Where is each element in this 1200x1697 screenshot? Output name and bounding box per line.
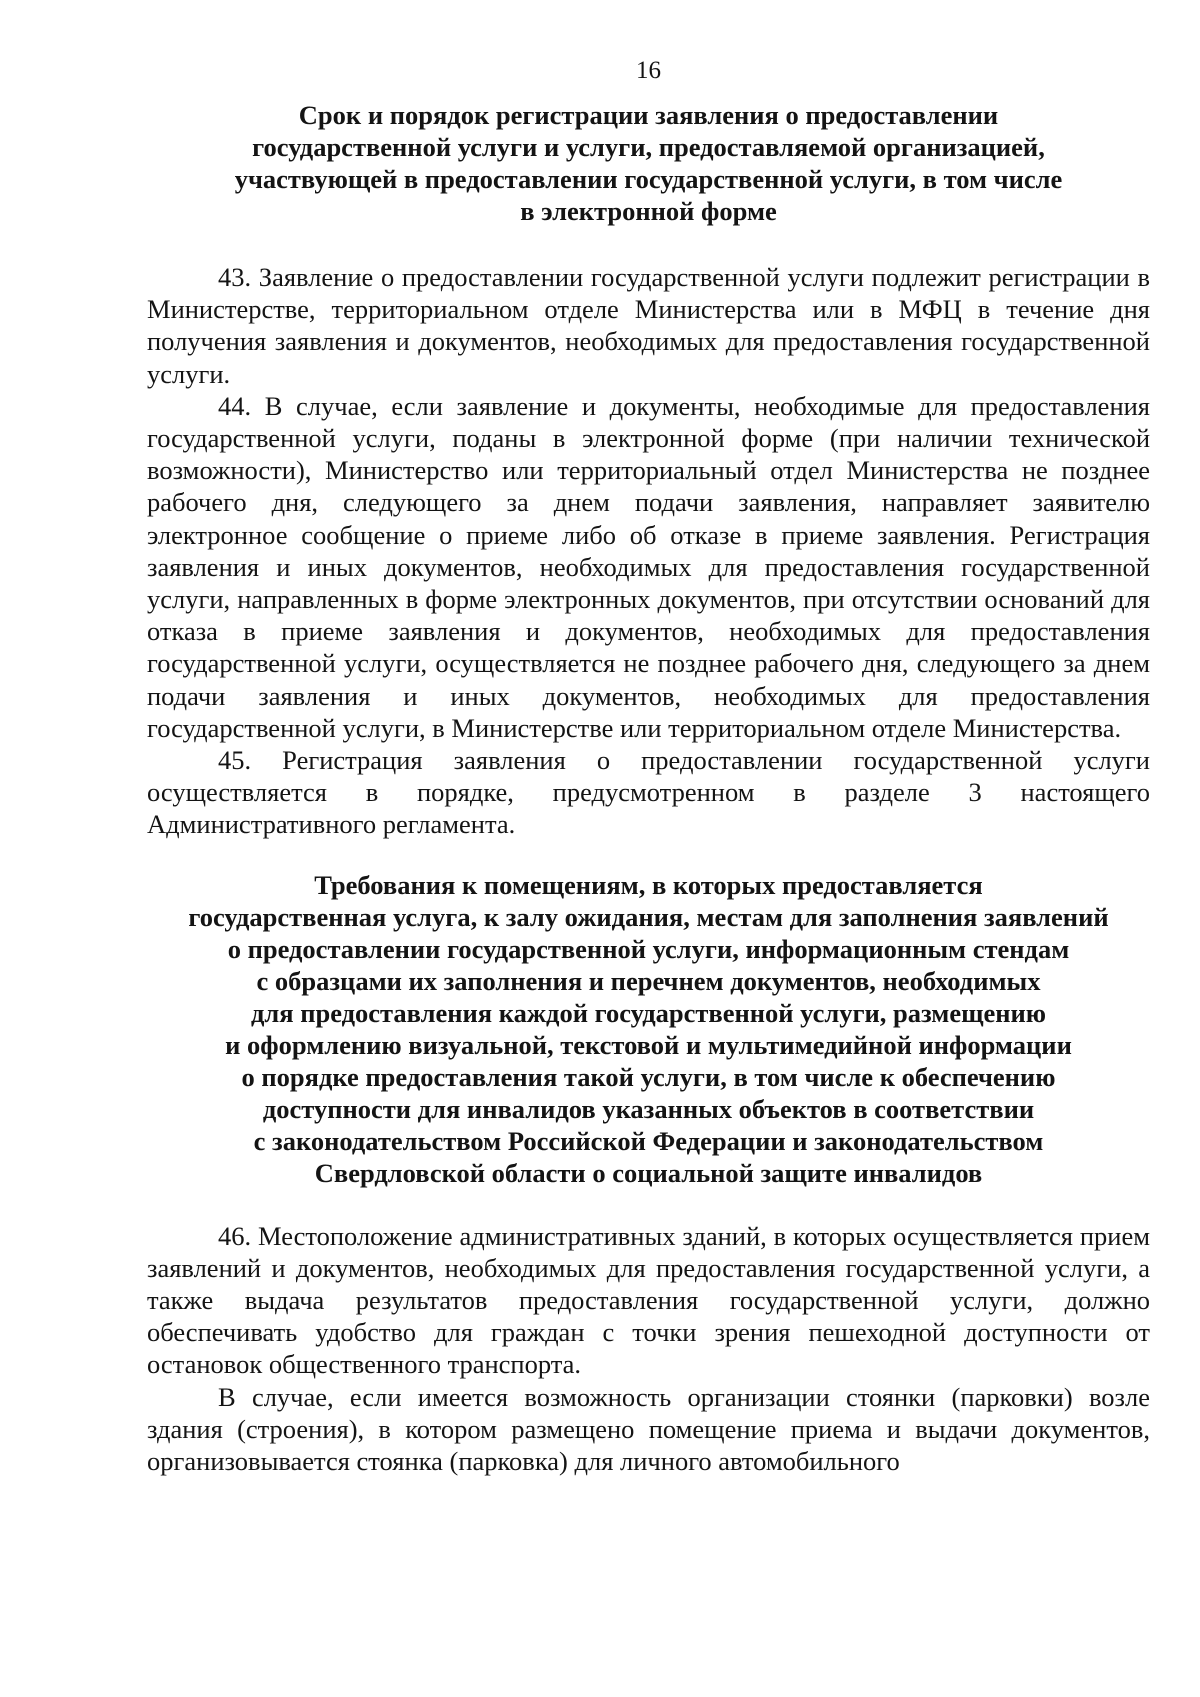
- heading-line: с законодательством Российской Федерации и законодательством: [253, 1125, 1044, 1156]
- heading-line: государственной услуги и услуги, предоставляемой организацией,: [252, 132, 1045, 162]
- heading-line: Срок и порядок регистрации заявления о предоставлении: [298, 100, 999, 130]
- paragraph-44: 44. В случае, если заявление и документы, необходимые для предоставления государственной услуги, поданы в электронной форме (при наличии технической возможности), Министерство или территориальный отдел Министерства не позднее рабочего дня, следующего за днем подачи заявления, направляет заявителю электронное сообщение о приеме либо об отказе в приеме заявления. Регистрация заявления и иных документов, необходимых для предоставления государственной услуги, направленных в форме электронных документов, при отсутствии оснований для отказа в приеме заявления и документов, необходимых для предоставления государственной услуги, осуществляется не позднее рабочего дня, следующего за днем подачи заявления и иных документов, необходимых для предоставления государственной услуги, в Министерстве или территориальном отделе Министерства.: [147, 390, 1150, 743]
- paragraph-parking: В случае, если имеется возможность организации стоянки (парковки) возле здания (строения), в котором размещено помещение приема и выдачи документов, организовывается стоянка (парковка) для личного автомобильного: [147, 1381, 1150, 1477]
- heading-line: доступности для инвалидов указанных объектов в соответствии: [262, 1093, 1035, 1124]
- paragraph-45: 45. Регистрация заявления о предоставлении государственной услуги осуществляется в порядке, предусмотренном в разделе 3 настоящего Административного регламента.: [147, 745, 1150, 840]
- heading-line: с образцами их заполнения и перечнем документов, необходимых: [256, 965, 1041, 996]
- heading-line: Требования к помещениям, в которых предоставляется: [314, 869, 983, 900]
- heading-line: участвующей в предоставлении государственной услуги, в том числе: [234, 164, 1063, 194]
- page-number: 16: [636, 57, 661, 84]
- heading-line: государственная услуга, к залу ожидания, местам для заполнения заявлений: [188, 901, 1109, 932]
- heading-line: о предоставлении государственной услуги, информационным стендам: [227, 933, 1070, 964]
- paragraph-46: 46. Местоположение административных зданий, в которых осуществляется прием заявлений и документов, необходимых для предоставления государственной услуги, а также выдача результатов предоставления государственной услуги, должно обеспечивать удобство для граждан с точки зрения пешеходной доступности от остановок общественного транспорта.: [147, 1220, 1150, 1380]
- heading-line: и оформлению визуальной, текстовой и мультимедийной информации: [225, 1029, 1072, 1060]
- heading-line: Свердловской области о социальной защите инвалидов: [314, 1157, 983, 1188]
- paragraph-43: 43. Заявление о предоставлении государственной услуги подлежит регистрации в Министерстве, территориальном отделе Министерства или в МФЦ в течение дня получения заявления и документов, необходимых для предоставления государственной услуги.: [147, 262, 1150, 389]
- heading-line: о порядке предоставления такой услуги, в том числе к обеспечению: [241, 1061, 1056, 1092]
- heading-line: в электронной форме: [520, 196, 777, 226]
- section-heading-premises-requirements: [147, 869, 1150, 1189]
- heading-line: для предоставления каждой государственной услуги, размещению: [250, 997, 1047, 1028]
- section-heading-registration: [147, 99, 1150, 227]
- document-page: [147, 55, 1150, 1477]
